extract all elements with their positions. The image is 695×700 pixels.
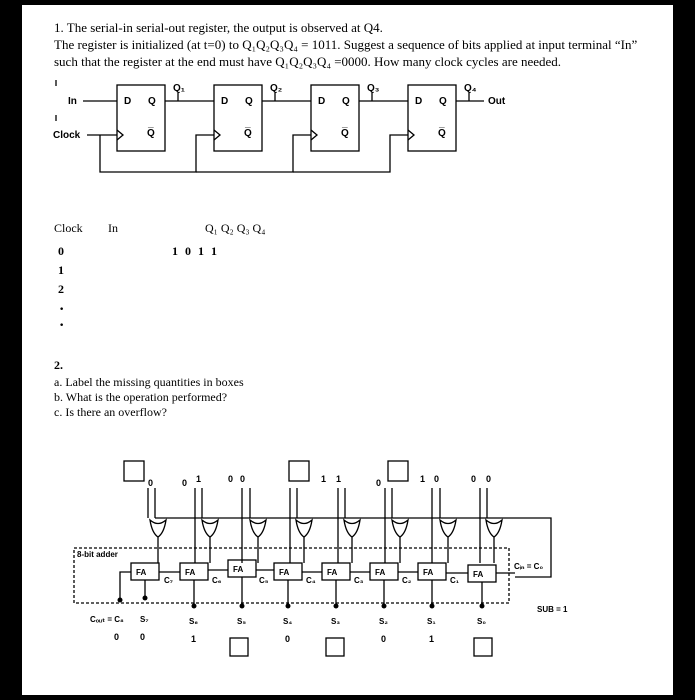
in-label: In <box>68 96 77 107</box>
q4-output-label: Q₄ <box>464 83 477 94</box>
s1-label: S₁ <box>427 617 436 626</box>
s4-value: 0 <box>285 634 291 644</box>
continuation-dot-1: · <box>59 301 65 318</box>
carry-c1: C₁ <box>450 576 460 585</box>
top-bit-1: 0 <box>148 478 154 488</box>
ff2-q-label: Q <box>245 96 253 107</box>
top-bit-7: 1 <box>336 474 342 484</box>
ff3-q-label: Q <box>342 96 350 107</box>
carry-c5: C₅ <box>259 576 269 585</box>
answer-box-s5 <box>230 638 248 656</box>
answer-box-s3 <box>326 638 344 656</box>
sub-label: SUB = 1 <box>537 605 568 614</box>
ff1-q-label: Q <box>148 96 156 107</box>
s1-value: 1 <box>429 634 435 644</box>
top-bit-10: 0 <box>434 474 440 484</box>
table-header-clock: Clock <box>54 221 83 235</box>
continuation-dot-2: · <box>59 317 65 334</box>
problem2-heading: 2. <box>54 358 63 372</box>
initial-state: 1 0 1 1 <box>172 244 217 258</box>
xor-gate-7 <box>440 520 456 537</box>
ff4-q-label: Q <box>439 96 447 107</box>
clock-label: Clock <box>53 130 81 141</box>
carry-c6: C₆ <box>212 576 222 585</box>
s2-label: S₂ <box>379 617 388 626</box>
answer-box-s0 <box>474 638 492 656</box>
s3-label: S₃ <box>331 617 341 626</box>
ff1-qbar-label: Q̅ <box>147 128 155 139</box>
ff1-d-label: D <box>124 96 132 107</box>
problem2-a: a. Label the missing quantities in boxes <box>54 375 244 389</box>
top-bit-6: 1 <box>321 474 327 484</box>
ff4-d-label: D <box>415 96 423 107</box>
problem2-c: c. Is there an overflow? <box>54 405 167 419</box>
carry-c4: C₄ <box>306 576 316 585</box>
xor-gate-6 <box>392 520 408 537</box>
s7-value: 0 <box>140 632 146 642</box>
fa-label-2: FA <box>375 568 386 577</box>
adder-title: 8-bit adder <box>77 550 118 559</box>
top-bit-2: 0 <box>182 478 188 488</box>
fa-label-5: FA <box>233 565 244 574</box>
xor-gate-4 <box>296 520 312 537</box>
top-bit-3: 1 <box>196 474 202 484</box>
s7-label: S₇ <box>140 615 149 624</box>
out-label: Out <box>488 96 506 107</box>
fa-label-1: FA <box>423 568 434 577</box>
q3-output-label: Q₃ <box>367 83 380 94</box>
cout-label: Cₒᵤₜ = C₈ <box>90 615 124 624</box>
s0-label: S₀ <box>477 617 486 626</box>
xor-gate-5 <box>344 520 360 537</box>
ff2-qbar-label: Q̅ <box>244 128 252 139</box>
top-bit-4: 0 <box>228 474 234 484</box>
ff3-qbar-label: Q̅ <box>341 128 349 139</box>
s6-label: S₆ <box>189 617 198 626</box>
answer-box-top-2 <box>289 461 309 481</box>
top-bit-12: 0 <box>486 474 492 484</box>
xor-gate-1 <box>150 520 166 537</box>
s5-label: S₅ <box>237 617 247 626</box>
fa-label-0: FA <box>473 570 484 579</box>
problem1-line3: such that the register at the end must have Q₁Q₂Q₃Q₄ =0000. How many clock cycles are needed. <box>54 54 562 69</box>
fa-label-6: FA <box>185 568 196 577</box>
problem1-line1: 1. The serial-in serial-out register, the output is observed at Q4. <box>54 20 383 35</box>
ff4-qbar-label: Q̅ <box>438 128 446 139</box>
carry-c7: C₇ <box>164 576 173 585</box>
s2-value: 0 <box>381 634 387 644</box>
clock-row-1: 1 <box>58 263 64 277</box>
ff2-d-label: D <box>221 96 229 107</box>
carry-c2: C₂ <box>402 576 412 585</box>
table-header-q: Q₁ Q₂ Q₃ Q₄ <box>205 221 266 235</box>
fa-label-7: FA <box>136 568 147 577</box>
cout-value: 0 <box>114 632 120 642</box>
xor-gate-2 <box>202 520 218 537</box>
fa-label-3: FA <box>327 568 338 577</box>
s6-value: 1 <box>191 634 197 644</box>
top-bit-8: 0 <box>376 478 382 488</box>
problem2-b: b. What is the operation performed? <box>54 390 228 404</box>
fa-label-4: FA <box>279 568 290 577</box>
top-bit-5: 0 <box>240 474 246 484</box>
q1-output-label: Q₁ <box>173 83 185 94</box>
ff3-d-label: D <box>318 96 326 107</box>
cin-label: Cᵢₙ = C₀ <box>514 562 544 571</box>
q2-output-label: Q₂ <box>270 83 283 94</box>
top-bit-11: 0 <box>471 474 477 484</box>
s4-label: S₄ <box>283 617 293 626</box>
clock-row-2: 2 <box>58 282 64 296</box>
answer-box-top-3 <box>388 461 408 481</box>
top-bit-9: 1 <box>420 474 426 484</box>
problem1-line2: The register is initialized (at t=0) to Q₁Q₂Q₃Q₄ = 1011. Suggest a sequence of bits applied at input terminal “In” <box>54 37 638 52</box>
clock-row-0: 0 <box>58 244 64 258</box>
answer-box-top-1 <box>124 461 144 481</box>
carry-c3: C₃ <box>354 576 364 585</box>
xor-gate-3 <box>250 520 266 537</box>
xor-gate-8 <box>486 520 502 537</box>
table-header-in: In <box>108 221 118 235</box>
